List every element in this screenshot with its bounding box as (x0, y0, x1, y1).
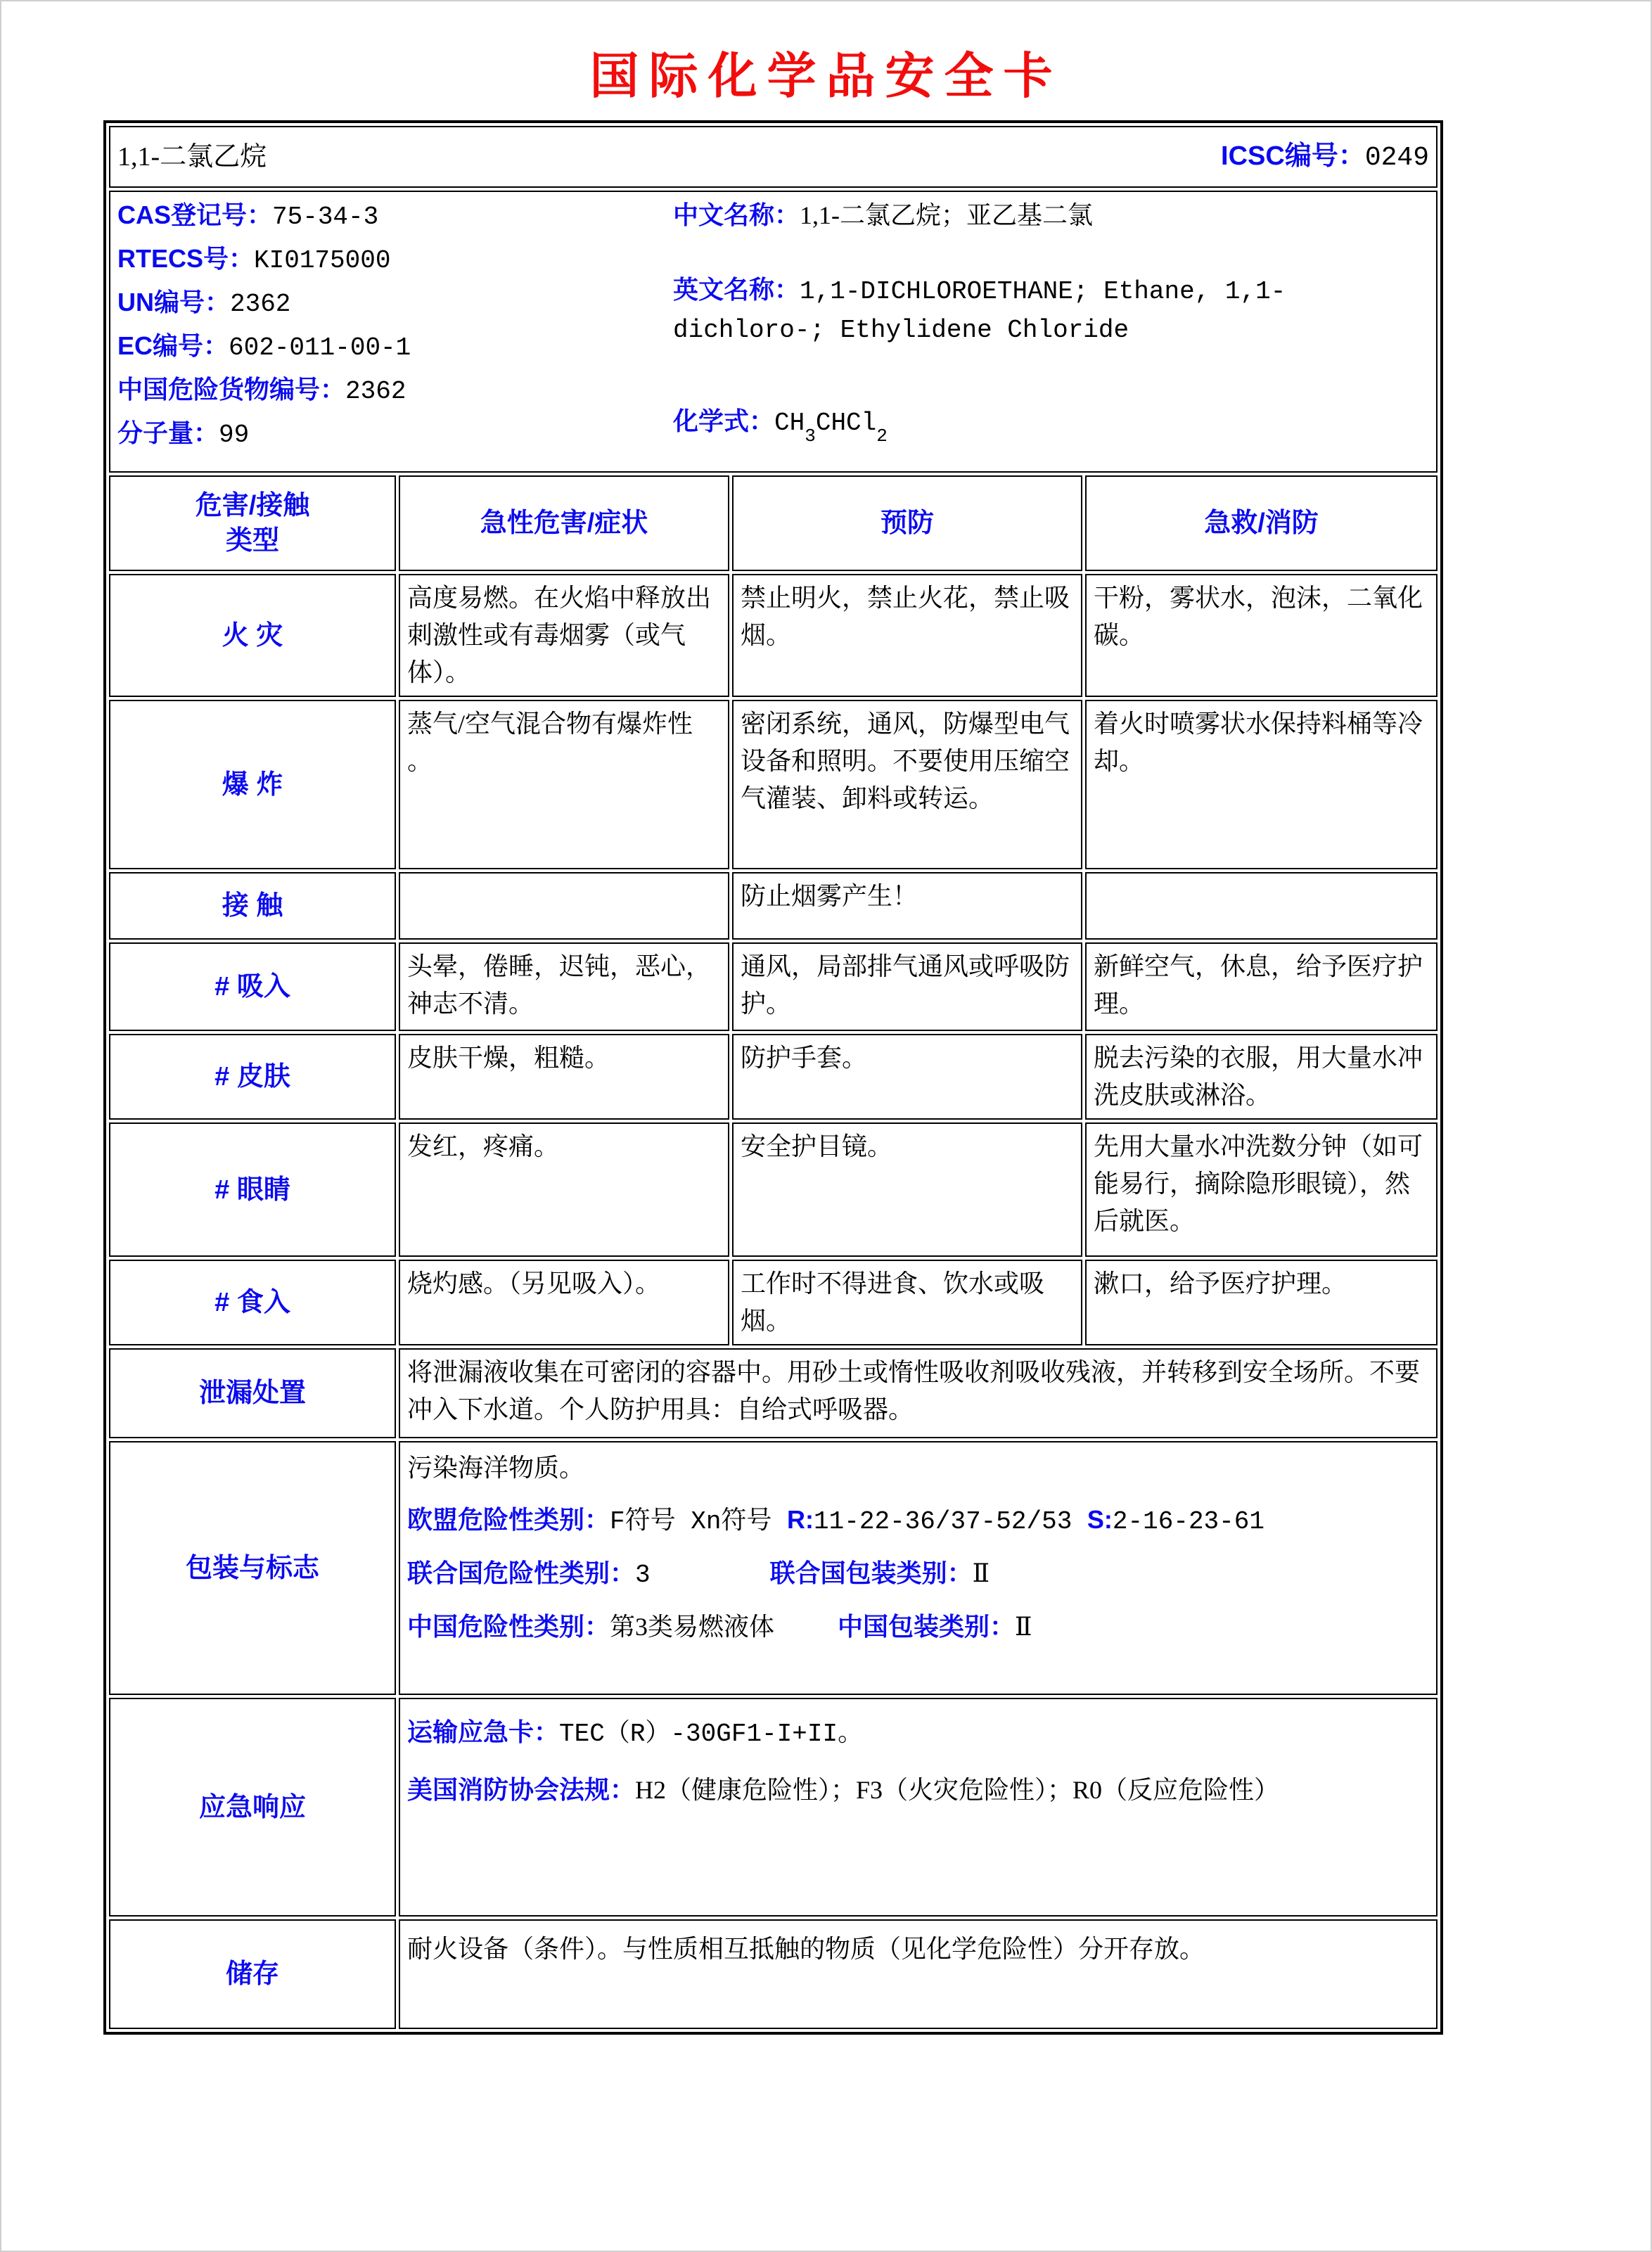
nfpa-value: H2（健康危险性）；F3（火灾危险性）；R0（反应危险性） (635, 1776, 1280, 1804)
storage-text: 耐火设备（条件）。与性质相互抵触的物质（见化学危险性）分开存放。 (407, 1935, 1205, 1963)
nfpa-line (407, 1771, 1429, 1809)
skin-firstaid-cell: 脱去污染的衣服，用大量水冲洗皮肤或淋浴。 (1085, 1034, 1438, 1120)
formula-label: 化学式： (673, 407, 775, 435)
hazard-row-ingestion (109, 1260, 1438, 1345)
storage-label: 储存 (109, 1919, 396, 2029)
hazard-row-explosion (109, 700, 1438, 869)
emergency-content-cell (399, 1698, 1438, 1917)
chinese-name-value: 1,1-二氯乙烷；亚乙基二氯 (800, 201, 1094, 229)
storage-row (109, 1919, 1438, 2029)
contact-firstaid-cell (1085, 872, 1438, 940)
icsc-number (1221, 138, 1429, 177)
english-name-label: 英文名称： (673, 275, 800, 304)
hazard-header-type-line2: 类型 (225, 526, 279, 556)
fire-firstaid-cell: 干粉，雾状水，泡沫，二氧化碳。 (1085, 574, 1438, 697)
un-classification-line (407, 1554, 1429, 1594)
s-phrases-value: 2-16-23-61 (1112, 1507, 1264, 1536)
inhalation-prevention-cell: 通风，局部排气通风或呼吸防护。 (732, 942, 1082, 1031)
page-title: 国际化学品安全卡 (589, 50, 1063, 104)
contact-prevention-cell: 防止烟雾产生！ (732, 872, 1082, 940)
cn-pack-group-label: 中国包装类别： (838, 1612, 1016, 1641)
hazard-header-row (109, 475, 1438, 571)
spill-row (109, 1348, 1438, 1438)
packaging-row (109, 1441, 1438, 1695)
nfpa-label: 美国消防协会法规： (407, 1775, 636, 1804)
explosion-label: 爆 炸 (109, 700, 396, 869)
explosion-prevention-cell: 密闭系统，通风，防爆型电气设备和照明。不要使用压缩空气灌装、卸料或转运。 (732, 700, 1082, 869)
cas-value: 75-34-3 (272, 203, 379, 231)
inhalation-label: # 吸入 (109, 942, 396, 1031)
s-phrases-label: S: (1087, 1505, 1113, 1534)
ec-label: EC编号： (117, 331, 229, 360)
hazard-row-inhalation (109, 942, 1438, 1031)
ingestion-symptoms-cell: 烧灼感。（另见吸入）。 (399, 1260, 729, 1345)
hazard-header-firstaid: 急救/消防 (1085, 475, 1438, 571)
identifiers-cell (109, 191, 1438, 473)
name-list (673, 196, 1327, 458)
name-row (109, 126, 1438, 188)
tec-card-value: TEC（R）-30GF1-I+II。 (559, 1720, 864, 1748)
name-row-cell (109, 126, 1438, 188)
hazard-header-type (109, 475, 396, 571)
un-number-line (117, 283, 673, 323)
explosion-firstaid-cell: 着火时喷雾状水保持料桶等冷却。 (1085, 700, 1438, 869)
hazard-row-contact (109, 872, 1438, 940)
emergency-row (109, 1698, 1438, 1917)
hazard-header-type-line1: 危害/接触 (195, 491, 310, 520)
spill-text-cell: 将泄漏液收集在可密闭的容器中。用砂土或惰性吸收剂吸收残液，并转移到安全场所。不要冲入下水道。个人防护用具：自给式呼吸器。 (399, 1348, 1438, 1438)
emergency-label: 应急响应 (109, 1698, 396, 1917)
formula-value (774, 409, 888, 447)
rtecs-number-line (117, 240, 673, 279)
packaging-label: 包装与标志 (109, 1441, 396, 1695)
un-value: 2362 (230, 290, 291, 319)
contact-symptoms-cell (399, 872, 729, 940)
formula-part1: CH (774, 409, 805, 437)
cn-classification-line (407, 1608, 1429, 1646)
r-phrases-value: 11-22-36/37-52/53 (814, 1507, 1087, 1536)
inhalation-firstaid-cell: 新鲜空气，休息，给予医疗护理。 (1085, 942, 1438, 1031)
contact-label: 接 触 (109, 872, 396, 940)
ec-number-line (117, 327, 673, 366)
skin-label: # 皮肤 (109, 1034, 396, 1120)
molecular-weight-value: 99 (219, 421, 250, 449)
formula-part2: CHCl (815, 409, 877, 437)
rtecs-label: RTECS号： (117, 244, 255, 273)
identifiers-row (109, 191, 1438, 473)
tec-card-line (407, 1713, 1429, 1753)
cn-class-value: 第3类易燃液体 (610, 1613, 775, 1641)
eu-class-value: F符号 Xn符号 (610, 1507, 788, 1536)
inhalation-symptoms-cell: 头晕，倦睡，迟钝，恶心，神志不清。 (399, 942, 729, 1031)
eyes-firstaid-cell: 先用大量水冲洗数分钟（如可能易行，摘除隐形眼镜），然后就医。 (1085, 1122, 1438, 1257)
hazard-header-prevention: 预防 (732, 475, 1082, 571)
packaging-content-cell (399, 1441, 1438, 1695)
china-dg-value: 2362 (345, 377, 406, 406)
un-class-label: 联合国危险性类别： (407, 1559, 636, 1587)
r-phrases-label: R: (787, 1505, 814, 1534)
skin-symptoms-cell: 皮肤干燥，粗糙。 (399, 1034, 729, 1120)
formula-sub1: 3 (805, 426, 816, 447)
cn-pack-group-value: Ⅱ (1015, 1613, 1032, 1641)
ec-value: 602-011-00-1 (229, 333, 411, 362)
spill-label: 泄漏处置 (109, 1348, 396, 1438)
hazard-row-skin (109, 1034, 1438, 1120)
ingestion-firstaid-cell: 漱口，给予医疗护理。 (1085, 1260, 1438, 1345)
rtecs-value: KI0175000 (254, 246, 391, 275)
icsc-card-table (103, 120, 1443, 2035)
hazard-row-eyes (109, 1122, 1438, 1257)
explosion-symptoms-cell: 蒸气/空气混合物有爆炸性 。 (399, 700, 729, 869)
china-dg-number-line (117, 371, 673, 410)
eu-classification-line (407, 1501, 1429, 1540)
eyes-prevention-cell: 安全护目镜。 (732, 1122, 1082, 1257)
cas-label: CAS登记号： (117, 200, 273, 229)
un-class-value: 3 (635, 1561, 651, 1589)
icsc-number-value: 0249 (1364, 142, 1430, 173)
chinese-name-line (673, 196, 1327, 234)
formula-line (673, 402, 1327, 455)
formula-sub2: 2 (876, 426, 888, 447)
eu-class-label: 欧盟危险性类别： (407, 1505, 610, 1534)
english-name-line (673, 271, 1327, 349)
chinese-name-label: 中文名称： (673, 200, 800, 229)
chemical-name: 1,1-二氯乙烷 (117, 141, 267, 172)
identifier-list (117, 196, 673, 458)
un-label: UN编号： (117, 288, 230, 316)
cn-class-label: 中国危险性类别： (407, 1612, 610, 1641)
eyes-symptoms-cell: 发红，疼痛。 (399, 1122, 729, 1257)
english-name-value: 1,1-DICHLOROETHANE; Ethane, 1,1-dichloro-; Ethylidene Chloride (673, 277, 1286, 345)
skin-prevention-cell: 防护手套。 (732, 1034, 1082, 1120)
marine-pollutant-line: 污染海洋物质。 (407, 1454, 585, 1482)
storage-text-cell (399, 1919, 1438, 2029)
icsc-number-label: ICSC编号： (1221, 141, 1365, 171)
fire-label: 火 灾 (109, 574, 396, 697)
un-pack-group-label: 联合国包装类别： (769, 1559, 973, 1587)
eyes-label: # 眼睛 (109, 1122, 396, 1257)
china-dg-label: 中国危险货物编号： (117, 375, 346, 404)
fire-prevention-cell: 禁止明火，禁止火花，禁止吸烟。 (732, 574, 1082, 697)
hazard-header-symptoms: 急性危害/症状 (399, 475, 729, 571)
cas-number-line (117, 196, 673, 236)
ingestion-label: # 食入 (109, 1260, 396, 1345)
fire-symptoms-cell: 高度易燃。在火焰中释放出刺激性或有毒烟雾（或气体）。 (399, 574, 729, 697)
hazard-row-fire (109, 574, 1438, 697)
molecular-weight-label: 分子量： (117, 418, 219, 447)
un-pack-group-value: Ⅱ (972, 1559, 990, 1587)
ingestion-prevention-cell: 工作时不得进食、饮水或吸烟。 (732, 1260, 1082, 1345)
molecular-weight-line (117, 414, 673, 454)
tec-card-label: 运输应急卡： (407, 1717, 560, 1746)
